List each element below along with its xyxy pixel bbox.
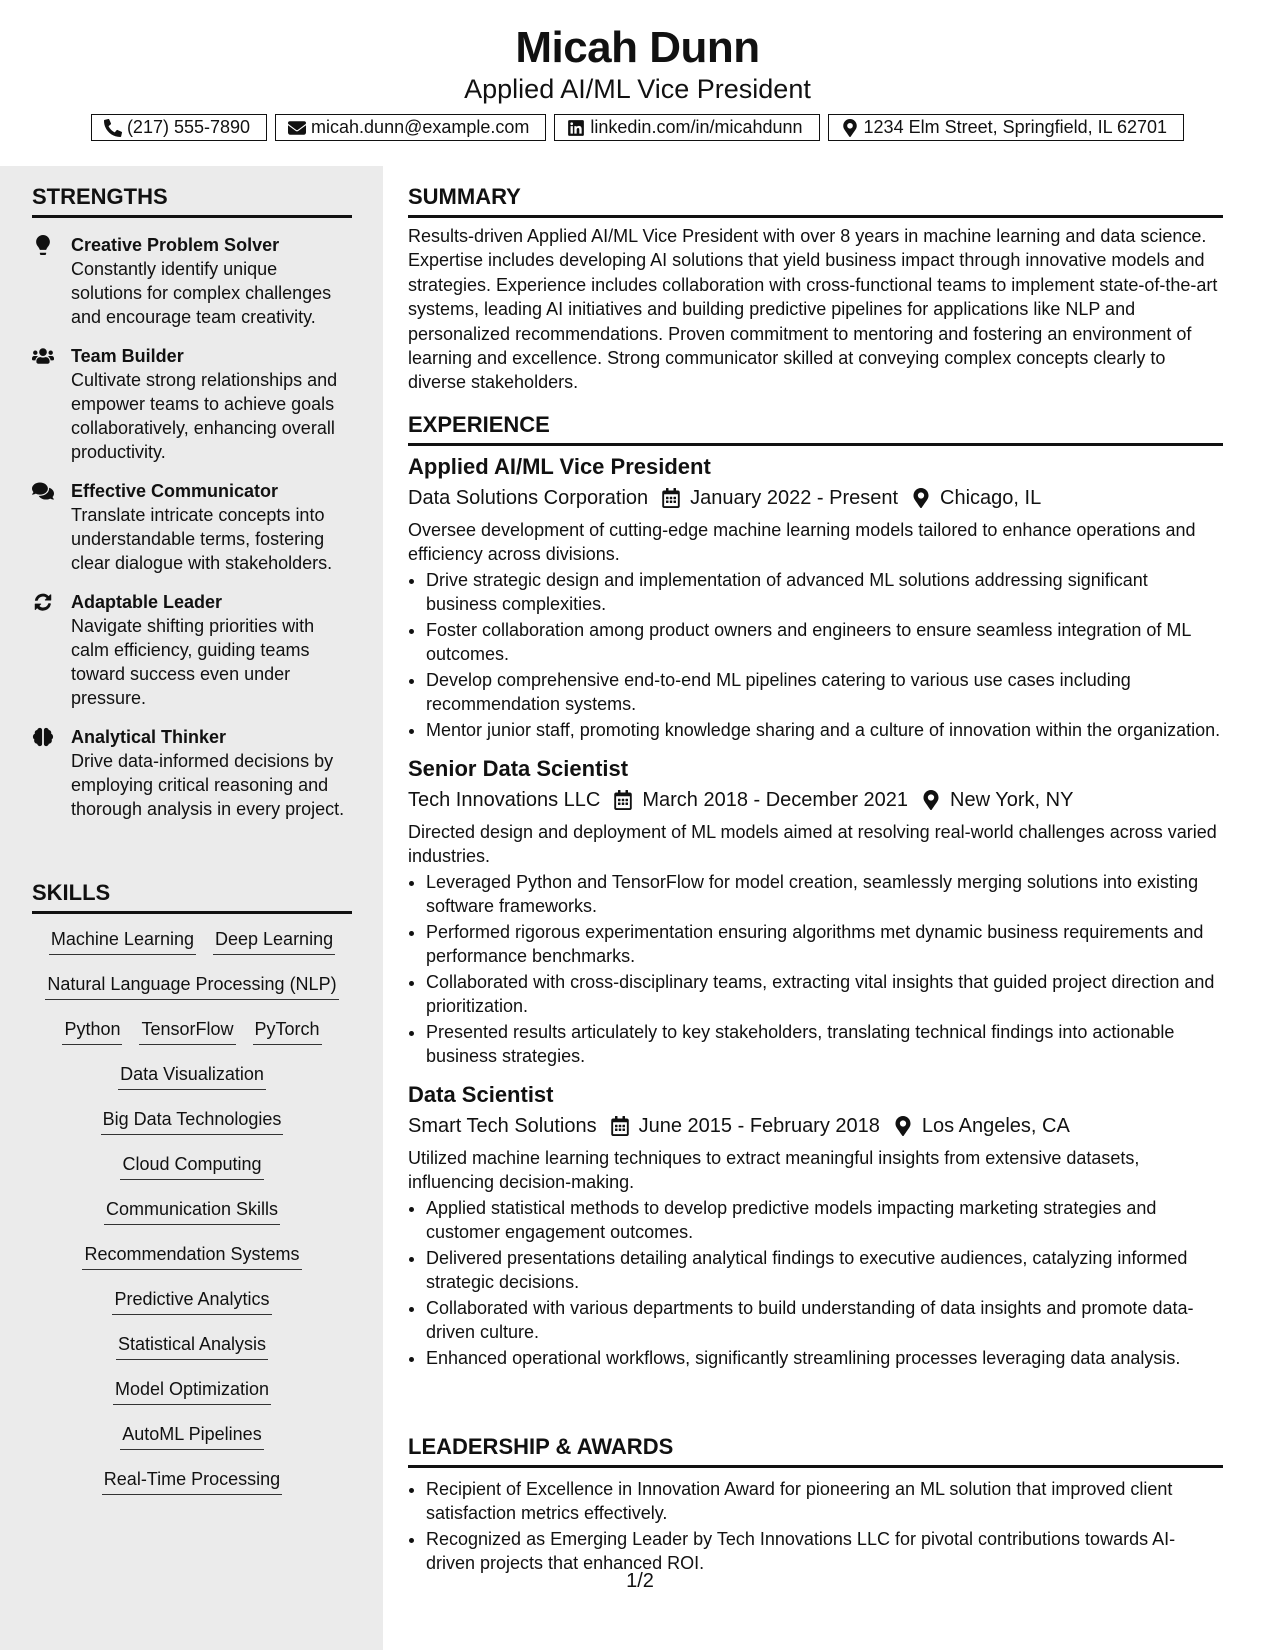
skill-tag: Python: [62, 1017, 122, 1045]
strength-item: [32, 725, 352, 821]
brain-icon: [32, 727, 54, 747]
job-dates: January 2022 - Present: [690, 487, 899, 509]
job-entry: [408, 754, 1223, 1068]
awards-bullets: [408, 1477, 1223, 1575]
skill-tag: Model Optimization: [113, 1377, 271, 1405]
skills-list: [32, 918, 352, 1503]
strength-desc: Constantly identify unique solutions for complex challenges and encourage team creativity.: [71, 259, 332, 327]
skill-tag: Real-Time Processing: [102, 1467, 282, 1495]
bullet-item: • Drive strategic design and implementation of advanced ML solutions addressing significant business complexities.: [426, 568, 1223, 616]
awards-section: [408, 1434, 1223, 1577]
strength-title: Team Builder: [71, 346, 184, 366]
bullet-item: • Develop comprehensive end-to-end ML pipelines catering to various use cases including recommendation systems.: [426, 668, 1223, 716]
skill-tag: Cloud Computing: [120, 1152, 263, 1180]
bullet-item: • Collaborated with cross-disciplinary teams, extracting vital insights that guided project direction and prioritization.: [426, 970, 1223, 1018]
skills-section: [32, 880, 352, 1503]
job-meta: [408, 1111, 1223, 1141]
bullet-item: • Recognized as Emerging Leader by Tech Innovations LLC for pivotal contributions towards AI-driven projects that enhanced ROI.: [426, 1527, 1223, 1575]
strength-desc: Cultivate strong relationships and empower teams to achieve goals collaboratively, enhancing overall productivity.: [71, 370, 338, 462]
map-pin-icon: [922, 790, 940, 810]
contact-address: [828, 114, 1185, 141]
skill-row: [32, 1008, 352, 1053]
strength-item: [32, 233, 352, 329]
skill-tag: Machine Learning: [49, 927, 196, 955]
skill-row: [32, 1323, 352, 1368]
map-pin-icon: [912, 488, 930, 508]
skill-row: [32, 1098, 352, 1143]
summary-heading: SUMMARY: [408, 184, 1223, 218]
linkedin-icon: [567, 119, 585, 137]
bullet-item: • Collaborated with various departments to build understanding of data insights and promote data-driven culture.: [426, 1296, 1223, 1344]
skill-row: [32, 963, 352, 1008]
summary-text: Results-driven Applied AI/ML Vice President with over 8 years in machine learning and data science. Expertise includes developing AI solutions that yield business impact through innovative models and strategies. Experience includes collaboration with cross-functional teams to implement state-of-the-art systems, leading AI initiatives and building predictive pipelines for applications like NLP and personalized recommendations. Proven commitment to mentoring and fostering an environment of learning and excellence. Strong communicator skilled at conveying complex concepts clearly to diverse stakeholders.: [408, 226, 1218, 393]
calendar-icon: [662, 488, 680, 508]
contact-address-text: 1234 Elm Street, Springfield, IL 62701: [863, 117, 1168, 137]
strength-item: [32, 590, 352, 710]
strength-item: [32, 479, 352, 575]
awards-heading: LEADERSHIP & AWARDS: [408, 1434, 1223, 1468]
map-pin-icon: [894, 1116, 912, 1136]
strengths-section: [32, 184, 352, 821]
skill-tag: PyTorch: [253, 1017, 322, 1045]
contact-email-text: micah.dunn@example.com: [311, 117, 530, 137]
skill-tag: Statistical Analysis: [116, 1332, 268, 1360]
skill-tag: TensorFlow: [139, 1017, 235, 1045]
skill-tag: Communication Skills: [104, 1197, 280, 1225]
skill-row: [32, 1413, 352, 1458]
strength-desc: Drive data-informed decisions by employing critical reasoning and thorough analysis in every project.: [71, 751, 345, 819]
comments-icon: [32, 481, 54, 501]
skill-row: [32, 918, 352, 963]
job-meta: [408, 785, 1223, 815]
skill-row: [32, 1233, 352, 1278]
bullet-item: • Presented results articulately to key stakeholders, translating technical findings into actionable business strategies.: [426, 1020, 1223, 1068]
bullet-item: • Recipient of Excellence in Innovation Award for pioneering an ML solution that improved client satisfaction metrics effectively.: [426, 1477, 1223, 1525]
contact-linkedin[interactable]: [554, 114, 819, 141]
job-description: Directed design and deployment of ML models aimed at resolving real-world challenges across varied industries.: [408, 822, 1217, 866]
contact-linkedin-text: linkedin.com/in/micahdunn: [590, 117, 803, 137]
sidebar: [0, 166, 383, 1650]
strength-title: Effective Communicator: [71, 481, 279, 501]
strength-title: Adaptable Leader: [71, 592, 223, 612]
experience-heading: EXPERIENCE: [408, 412, 1223, 446]
phone-icon: [104, 119, 122, 137]
bullet-item: • Delivered presentations detailing analytical findings to executive audiences, catalyzing informed strategic decisions.: [426, 1246, 1223, 1294]
contact-phone-text: (217) 555-7890: [126, 117, 251, 137]
skill-row: [32, 1053, 352, 1098]
skills-heading: SKILLS: [32, 880, 352, 914]
skill-tag: Deep Learning: [213, 927, 335, 955]
main-column: [383, 166, 1275, 1650]
contact-bar: [0, 114, 1275, 141]
job-dates: June 2015 - February 2018: [638, 1115, 880, 1137]
job-bullets: [408, 870, 1223, 1068]
job-entry: [408, 1080, 1223, 1370]
lightbulb-icon: [32, 235, 54, 255]
skill-row: [32, 1188, 352, 1233]
job-location: Los Angeles, CA: [921, 1115, 1070, 1137]
resume-header: [0, 0, 1275, 166]
skill-row: [32, 1278, 352, 1323]
skill-tag: Recommendation Systems: [82, 1242, 301, 1270]
job-title: Data Scientist: [408, 1082, 554, 1107]
strength-title: Analytical Thinker: [71, 727, 227, 747]
bullet-item: • Enhanced operational workflows, significantly streamlining processes leveraging data analysis.: [426, 1346, 1223, 1370]
job-company: Tech Innovations LLC: [408, 789, 601, 811]
job-location: New York, NY: [950, 789, 1074, 811]
job-company: Smart Tech Solutions: [408, 1115, 597, 1137]
strength-title: Creative Problem Solver: [71, 235, 280, 255]
users-icon: [32, 346, 54, 366]
job-description: Oversee development of cutting-edge machine learning models tailored to enhance operations and efficiency across divisions.: [408, 520, 1196, 564]
bullet-item: • Applied statistical methods to develop predictive models impacting marketing strategies and customer engagement outcomes.: [426, 1196, 1223, 1244]
contact-phone: [91, 114, 267, 141]
bullet-item: • Performed rigorous experimentation ensuring algorithms met dynamic business requirements and performance benchmarks.: [426, 920, 1223, 968]
skill-tag: Natural Language Processing (NLP): [45, 972, 338, 1000]
bullet-item: • Foster collaboration among product owners and engineers to ensure seamless integration of ML outcomes.: [426, 618, 1223, 666]
bullet-item: • Leveraged Python and TensorFlow for model creation, seamlessly merging solutions into existing software frameworks.: [426, 870, 1223, 918]
sync-icon: [32, 592, 54, 612]
candidate-title: Applied AI/ML Vice President: [464, 74, 811, 104]
job-dates: March 2018 - December 2021: [642, 789, 909, 811]
skill-tag: Predictive Analytics: [112, 1287, 271, 1315]
job-description: Utilized machine learning techniques to extract meaningful insights from extensive datasets, influencing decision-making.: [408, 1148, 1140, 1192]
strength-item: [32, 344, 352, 464]
strength-desc: Navigate shifting priorities with calm efficiency, guiding teams toward success even under pressure.: [71, 616, 315, 708]
contact-email[interactable]: [275, 114, 546, 141]
experience-section: [408, 412, 1223, 1372]
calendar-icon: [611, 1116, 629, 1136]
skill-tag: Data Visualization: [118, 1062, 266, 1090]
job-entry: [408, 452, 1223, 742]
job-bullets: [408, 568, 1223, 742]
skill-row: [32, 1368, 352, 1413]
skill-tag: AutoML Pipelines: [120, 1422, 263, 1450]
job-company: Data Solutions Corporation: [408, 487, 649, 509]
skill-row: [32, 1458, 352, 1503]
candidate-name: Micah Dunn: [515, 23, 760, 72]
strength-desc: Translate intricate concepts into understandable terms, fostering clear dialogue with stakeholders.: [71, 505, 333, 573]
page-number: 1/2: [626, 1570, 654, 1592]
job-title: Applied AI/ML Vice President: [408, 454, 711, 479]
map-pin-icon: [841, 119, 859, 137]
skill-tag: Big Data Technologies: [101, 1107, 284, 1135]
envelope-icon: [288, 119, 306, 137]
strengths-heading: STRENGTHS: [32, 184, 352, 218]
job-meta: [408, 483, 1223, 513]
job-location: Chicago, IL: [940, 487, 1042, 509]
summary-section: [408, 184, 1223, 395]
job-bullets: [408, 1196, 1223, 1370]
calendar-icon: [614, 790, 632, 810]
bullet-item: • Mentor junior staff, promoting knowledge sharing and a culture of innovation within the organization.: [426, 718, 1223, 742]
skill-row: [32, 1143, 352, 1188]
job-title: Senior Data Scientist: [408, 756, 629, 781]
